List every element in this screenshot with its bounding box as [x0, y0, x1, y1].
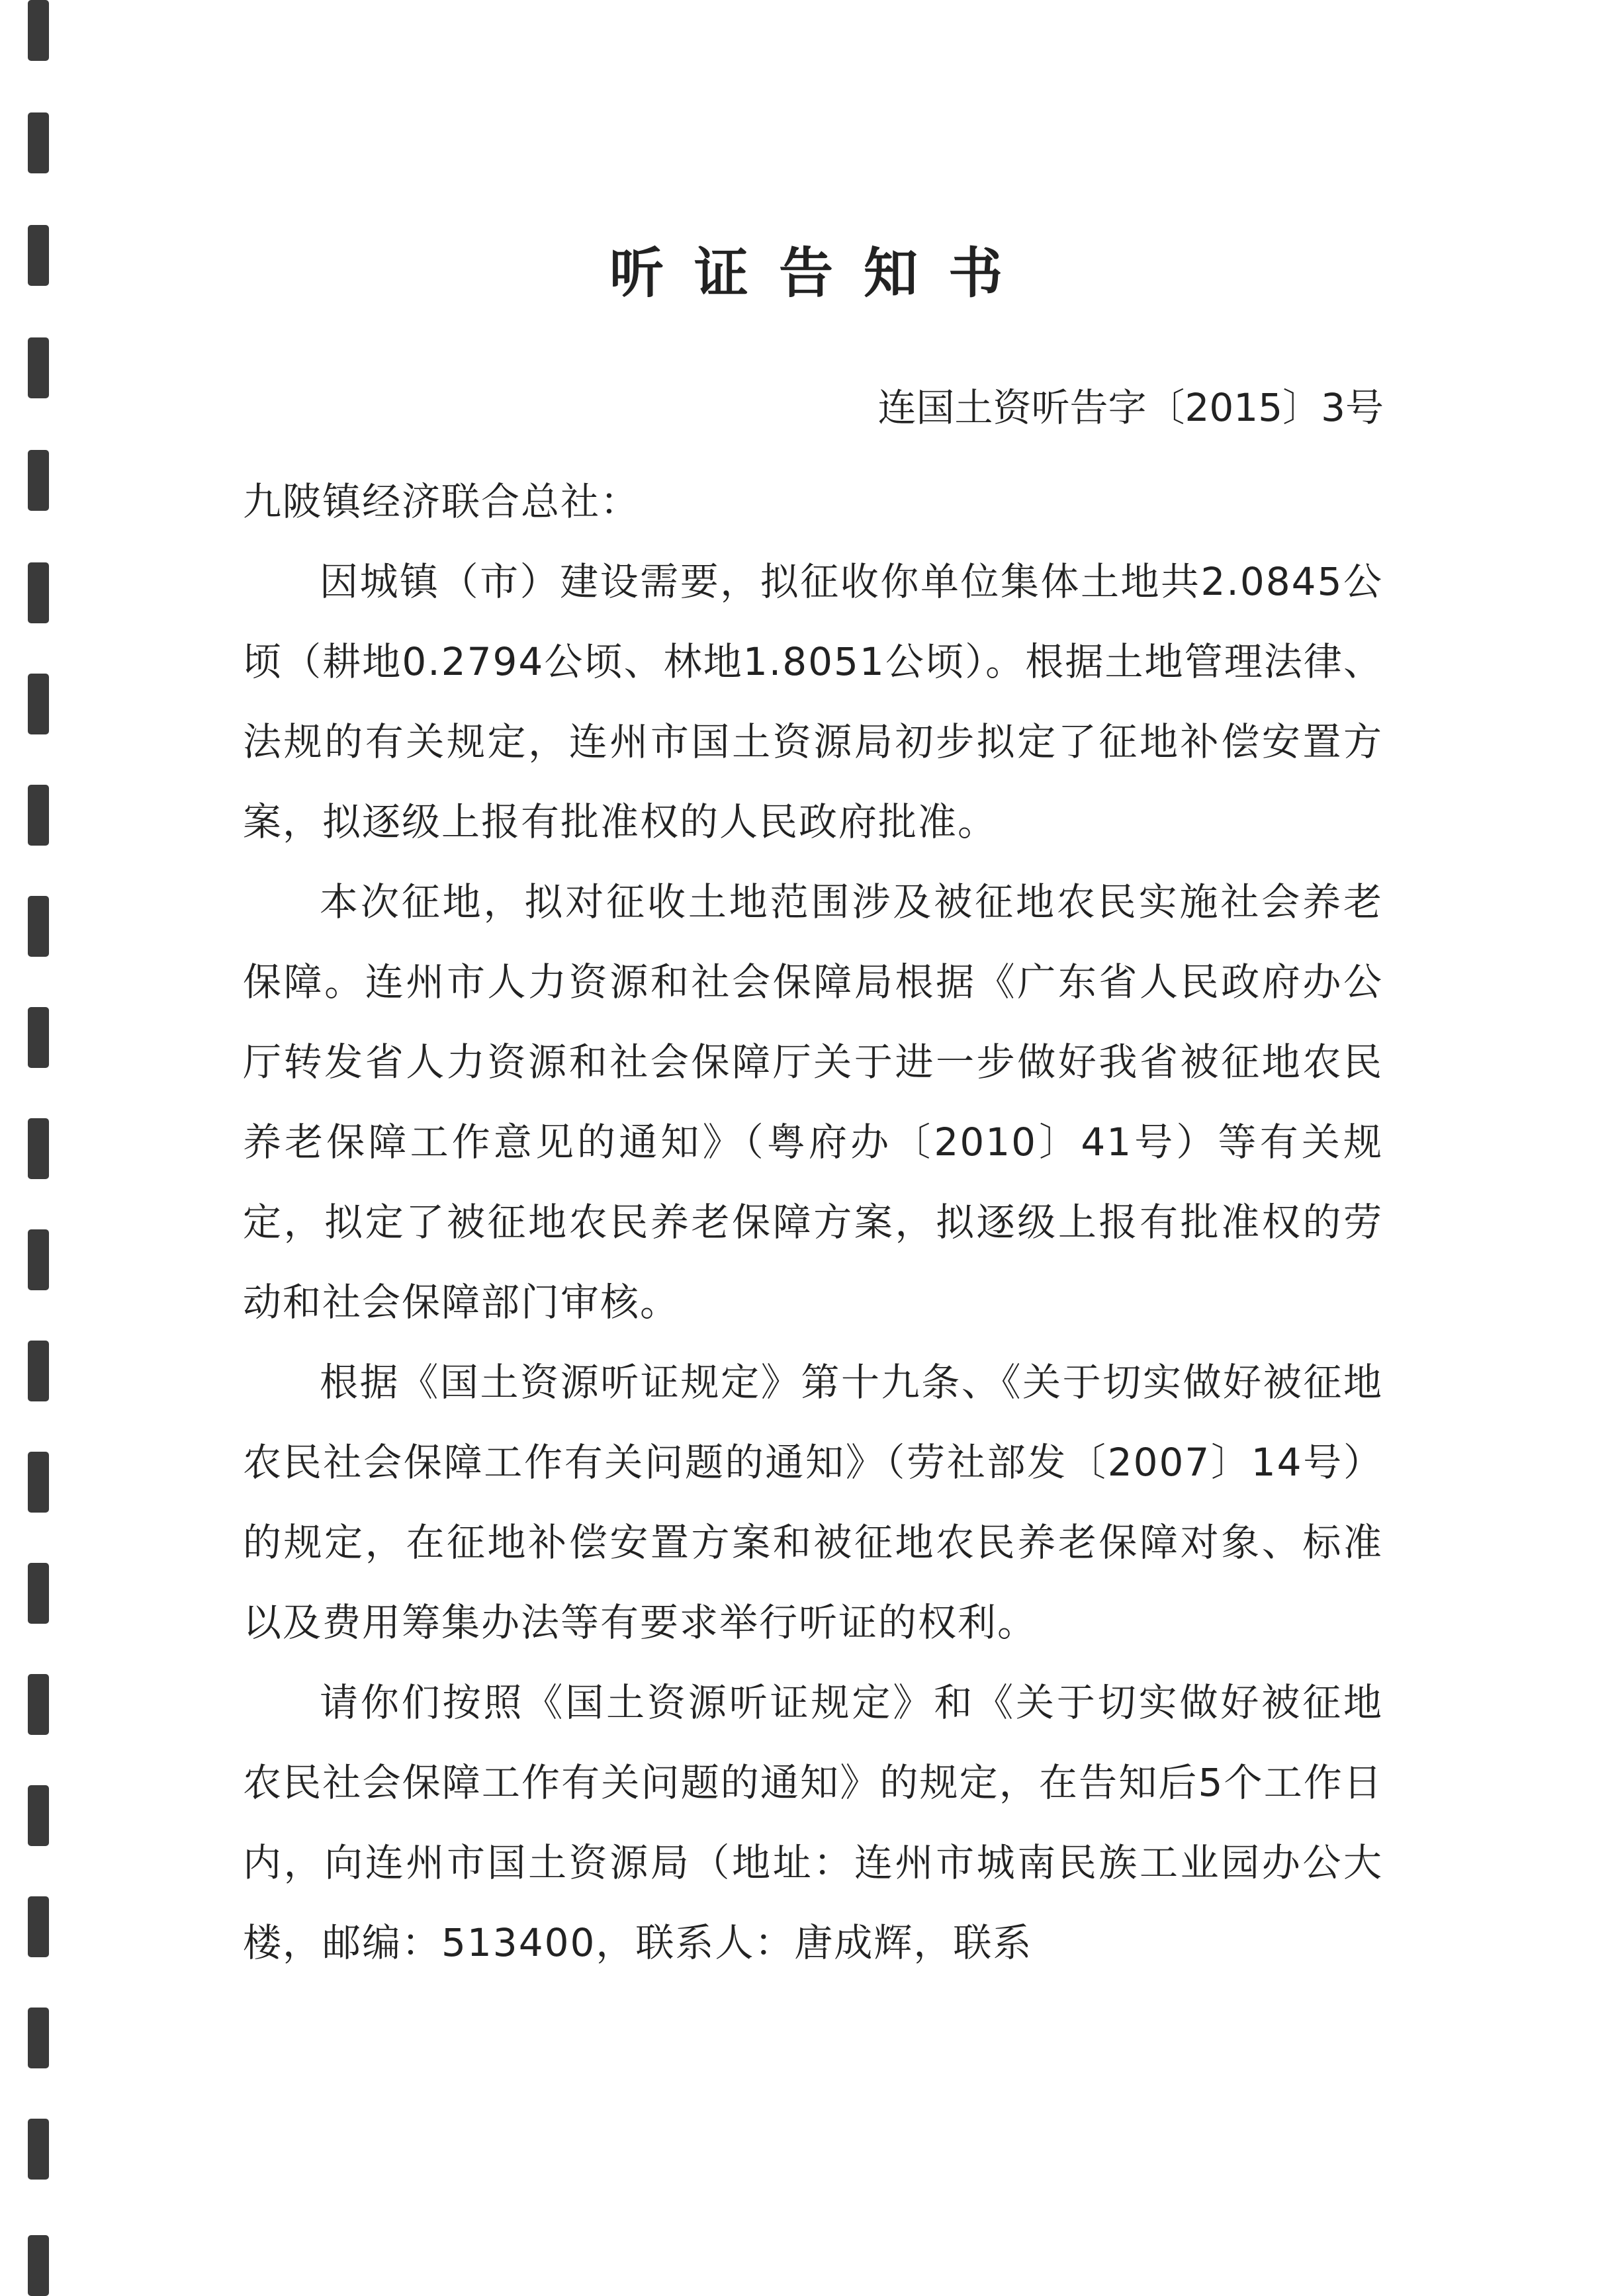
binding-hole	[28, 2235, 49, 2296]
binding-hole	[28, 1785, 49, 1846]
binding-hole	[28, 2008, 49, 2068]
paragraph-2: 本次征地，拟对征收土地范围涉及被征地农民实施社会养老保障。连州市人力资源和社会保障局根据《广东省人民政府办公厅转发省人力资源和社会保障厅关于进一步做好我省被征地农民养老保障工作意见的通知》（粤府办〔2010〕41号）等有关规定，拟定了被征地农民养老保障方案，拟逐级上报有批准权的劳动和社会保障部门审核。	[243, 879, 1383, 1325]
binding-hole	[28, 1896, 49, 1957]
binding-hole	[28, 1452, 49, 1513]
paragraph-1: 因城镇（市）建设需要，拟征收你单位集体土地共2.0845公顷（耕地0.2794公顷、林地1.8051公顷）。根据土地管理法律、法规的有关规定，连州市国土资源局初步拟定了征地补偿安置方案，拟逐级上报有批准权的人民政府批准。	[243, 559, 1383, 844]
document-number: 连国土资听告字〔2015〕3号	[877, 385, 1384, 430]
binding-hole	[28, 2119, 49, 2180]
salutation: 九陂镇经济联合总社：	[243, 479, 641, 524]
binding-hole	[28, 450, 49, 511]
page-title: 听证告知书	[609, 241, 1033, 305]
paragraph-4: 请你们按照《国土资源听证规定》和《关于切实做好被征地农民社会保障工作有关问题的通知》的规定，在告知后5个工作日内，向连州市国土资源局（地址：连州市城南民族工业园办公大楼，邮编：513400，联系人：唐成辉，联系	[243, 1680, 1383, 1965]
binding-hole	[28, 0, 49, 61]
binding-hole	[28, 674, 49, 734]
binding-hole	[28, 112, 49, 173]
binding-hole	[28, 1229, 49, 1290]
binding-hole	[28, 1341, 49, 1401]
binding-hole	[28, 337, 49, 398]
binding-hole	[28, 1118, 49, 1179]
binding-hole	[28, 896, 49, 957]
binding-hole	[28, 1674, 49, 1735]
binding-hole	[28, 1007, 49, 1068]
binding-hole	[28, 785, 49, 846]
document-body	[243, 462, 1383, 1983]
binding-hole	[28, 562, 49, 623]
paragraph-3: 根据《国土资源听证规定》第十九条、《关于切实做好被征地农民社会保障工作有关问题的通知》（劳社部发〔2007〕14号）的规定，在征地补偿安置方案和被征地农民养老保障对象、标准以及费用筹集办法等有要求举行听证的权利。	[243, 1360, 1383, 1645]
binding-holes	[28, 0, 52, 2296]
binding-hole	[28, 1563, 49, 1624]
